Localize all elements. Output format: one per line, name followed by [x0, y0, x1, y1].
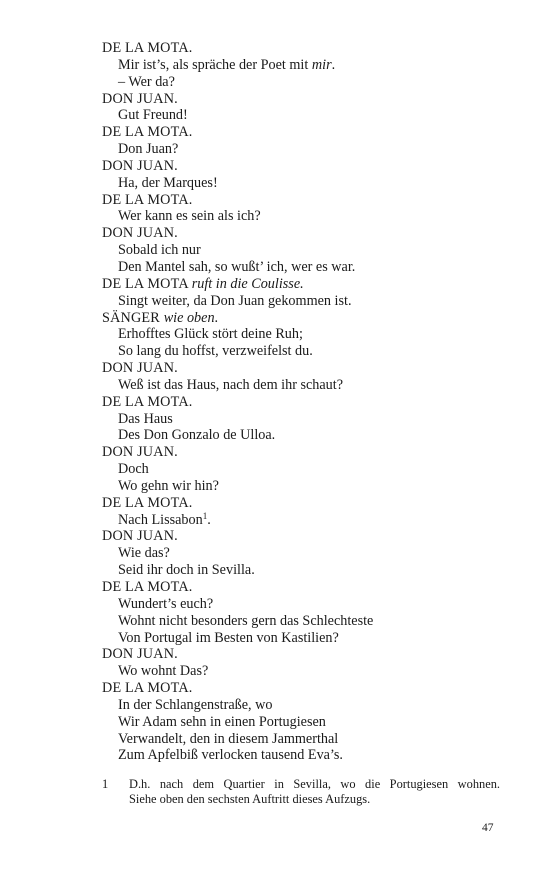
verse-line: Wundert’s euch?: [118, 595, 214, 612]
speaker-name: DE LA MOTA.: [102, 40, 193, 56]
verse-line: Sobald ich nur: [118, 242, 201, 259]
verse-line: Doch: [118, 461, 149, 478]
verse-line: Wir Adam sehn in einen Portugiesen: [118, 713, 326, 730]
stage-direction: wie oben: [163, 309, 215, 326]
verse-line: – Wer da?: [118, 73, 175, 90]
verse-line: [102, 512, 502, 529]
verse-line: Weß ist das Haus, nach dem ihr schaut?: [118, 376, 344, 393]
stage-direction: mir: [311, 56, 332, 73]
footnote-line: D.h. nach dem Quartier in Sevilla, wo die Portugiesen wohnen.: [129, 777, 500, 791]
verse-line: Gut Freund!: [118, 107, 188, 124]
verse-line: Das Haus: [118, 410, 173, 427]
speaker-name: DON JUAN.: [102, 225, 178, 242]
verse-line: Wie das?: [118, 545, 170, 562]
line-segment: .: [207, 511, 211, 528]
verse-line: Von Portugal im Besten von Kastilien?: [118, 629, 339, 646]
verse-line: Ha, der Marques!: [118, 174, 218, 191]
verse-line: In der Schlangenstraße, wo: [118, 696, 273, 713]
speaker-name: DON JUAN.: [102, 157, 178, 174]
speaker-name: DON JUAN.: [102, 444, 178, 461]
line-segment: .: [214, 309, 219, 326]
verse-line: Wo gehn wir hin?: [118, 477, 219, 494]
footnote-number: 1: [102, 777, 109, 791]
speaker-name: DON JUAN.: [102, 528, 178, 545]
verse-line: [102, 57, 502, 74]
speaker-name: DE LA MOTA.: [102, 680, 193, 697]
line-segment: Nach Lissabon: [118, 511, 203, 528]
speaker-name: DON JUAN.: [102, 360, 178, 377]
speaker-name: DON JUAN.: [102, 646, 178, 663]
verse-line: Don Juan?: [118, 141, 179, 158]
speaker-name: DE LA MOTA.: [102, 494, 193, 511]
verse-line: Wohnt nicht besonders gern das Schlechteste: [118, 612, 374, 629]
line-segment: DE LA MOTA: [102, 275, 192, 292]
verse-line: Des Don Gonzalo de Ulloa.: [118, 427, 276, 444]
verse-line: Singt weiter, da Don Juan gekommen ist.: [118, 292, 352, 309]
footnote-text: [129, 777, 500, 806]
line-segment: Mir ist’s, als spräche der Poet mit: [118, 56, 312, 73]
verse-line: Wo wohnt Das?: [118, 663, 209, 680]
verse-line: Zum Apfelbiß verlocken tausend Eva’s.: [118, 747, 343, 764]
speaker-name: DE LA MOTA.: [102, 191, 193, 208]
stage-direction: ruft in die Coulisse.: [191, 275, 304, 292]
verse-line: Erhofftes Glück stört deine Ruh;: [118, 326, 303, 343]
verse-line: Den Mantel sah, so wußt’ ich, wer es war.: [118, 258, 356, 275]
speaker-name: [102, 310, 502, 327]
speaker-name: DON JUAN.: [102, 90, 178, 107]
speaker-name: [102, 276, 502, 293]
footnote-line: Siehe oben den sechsten Auftritt dieses Aufzugs.: [129, 791, 371, 806]
speaker-name: DE LA MOTA.: [102, 393, 193, 410]
verse-line: Wer kann es sein als ich?: [118, 208, 261, 225]
speaker-name: DE LA MOTA.: [102, 124, 193, 141]
footnote-reference: 1: [202, 510, 208, 521]
verse-line: So lang du hoffst, verzweifelst du.: [118, 343, 313, 360]
line-segment: .: [331, 56, 336, 73]
page-number: 47: [482, 822, 494, 834]
verse-line: Verwandelt, den in diesem Jammerthal: [118, 730, 339, 747]
play-text: [102, 40, 502, 764]
speaker-name: DE LA MOTA.: [102, 579, 193, 595]
line-segment: SÄNGER: [102, 309, 164, 326]
verse-line: Seid ihr doch in Sevilla.: [118, 562, 255, 579]
